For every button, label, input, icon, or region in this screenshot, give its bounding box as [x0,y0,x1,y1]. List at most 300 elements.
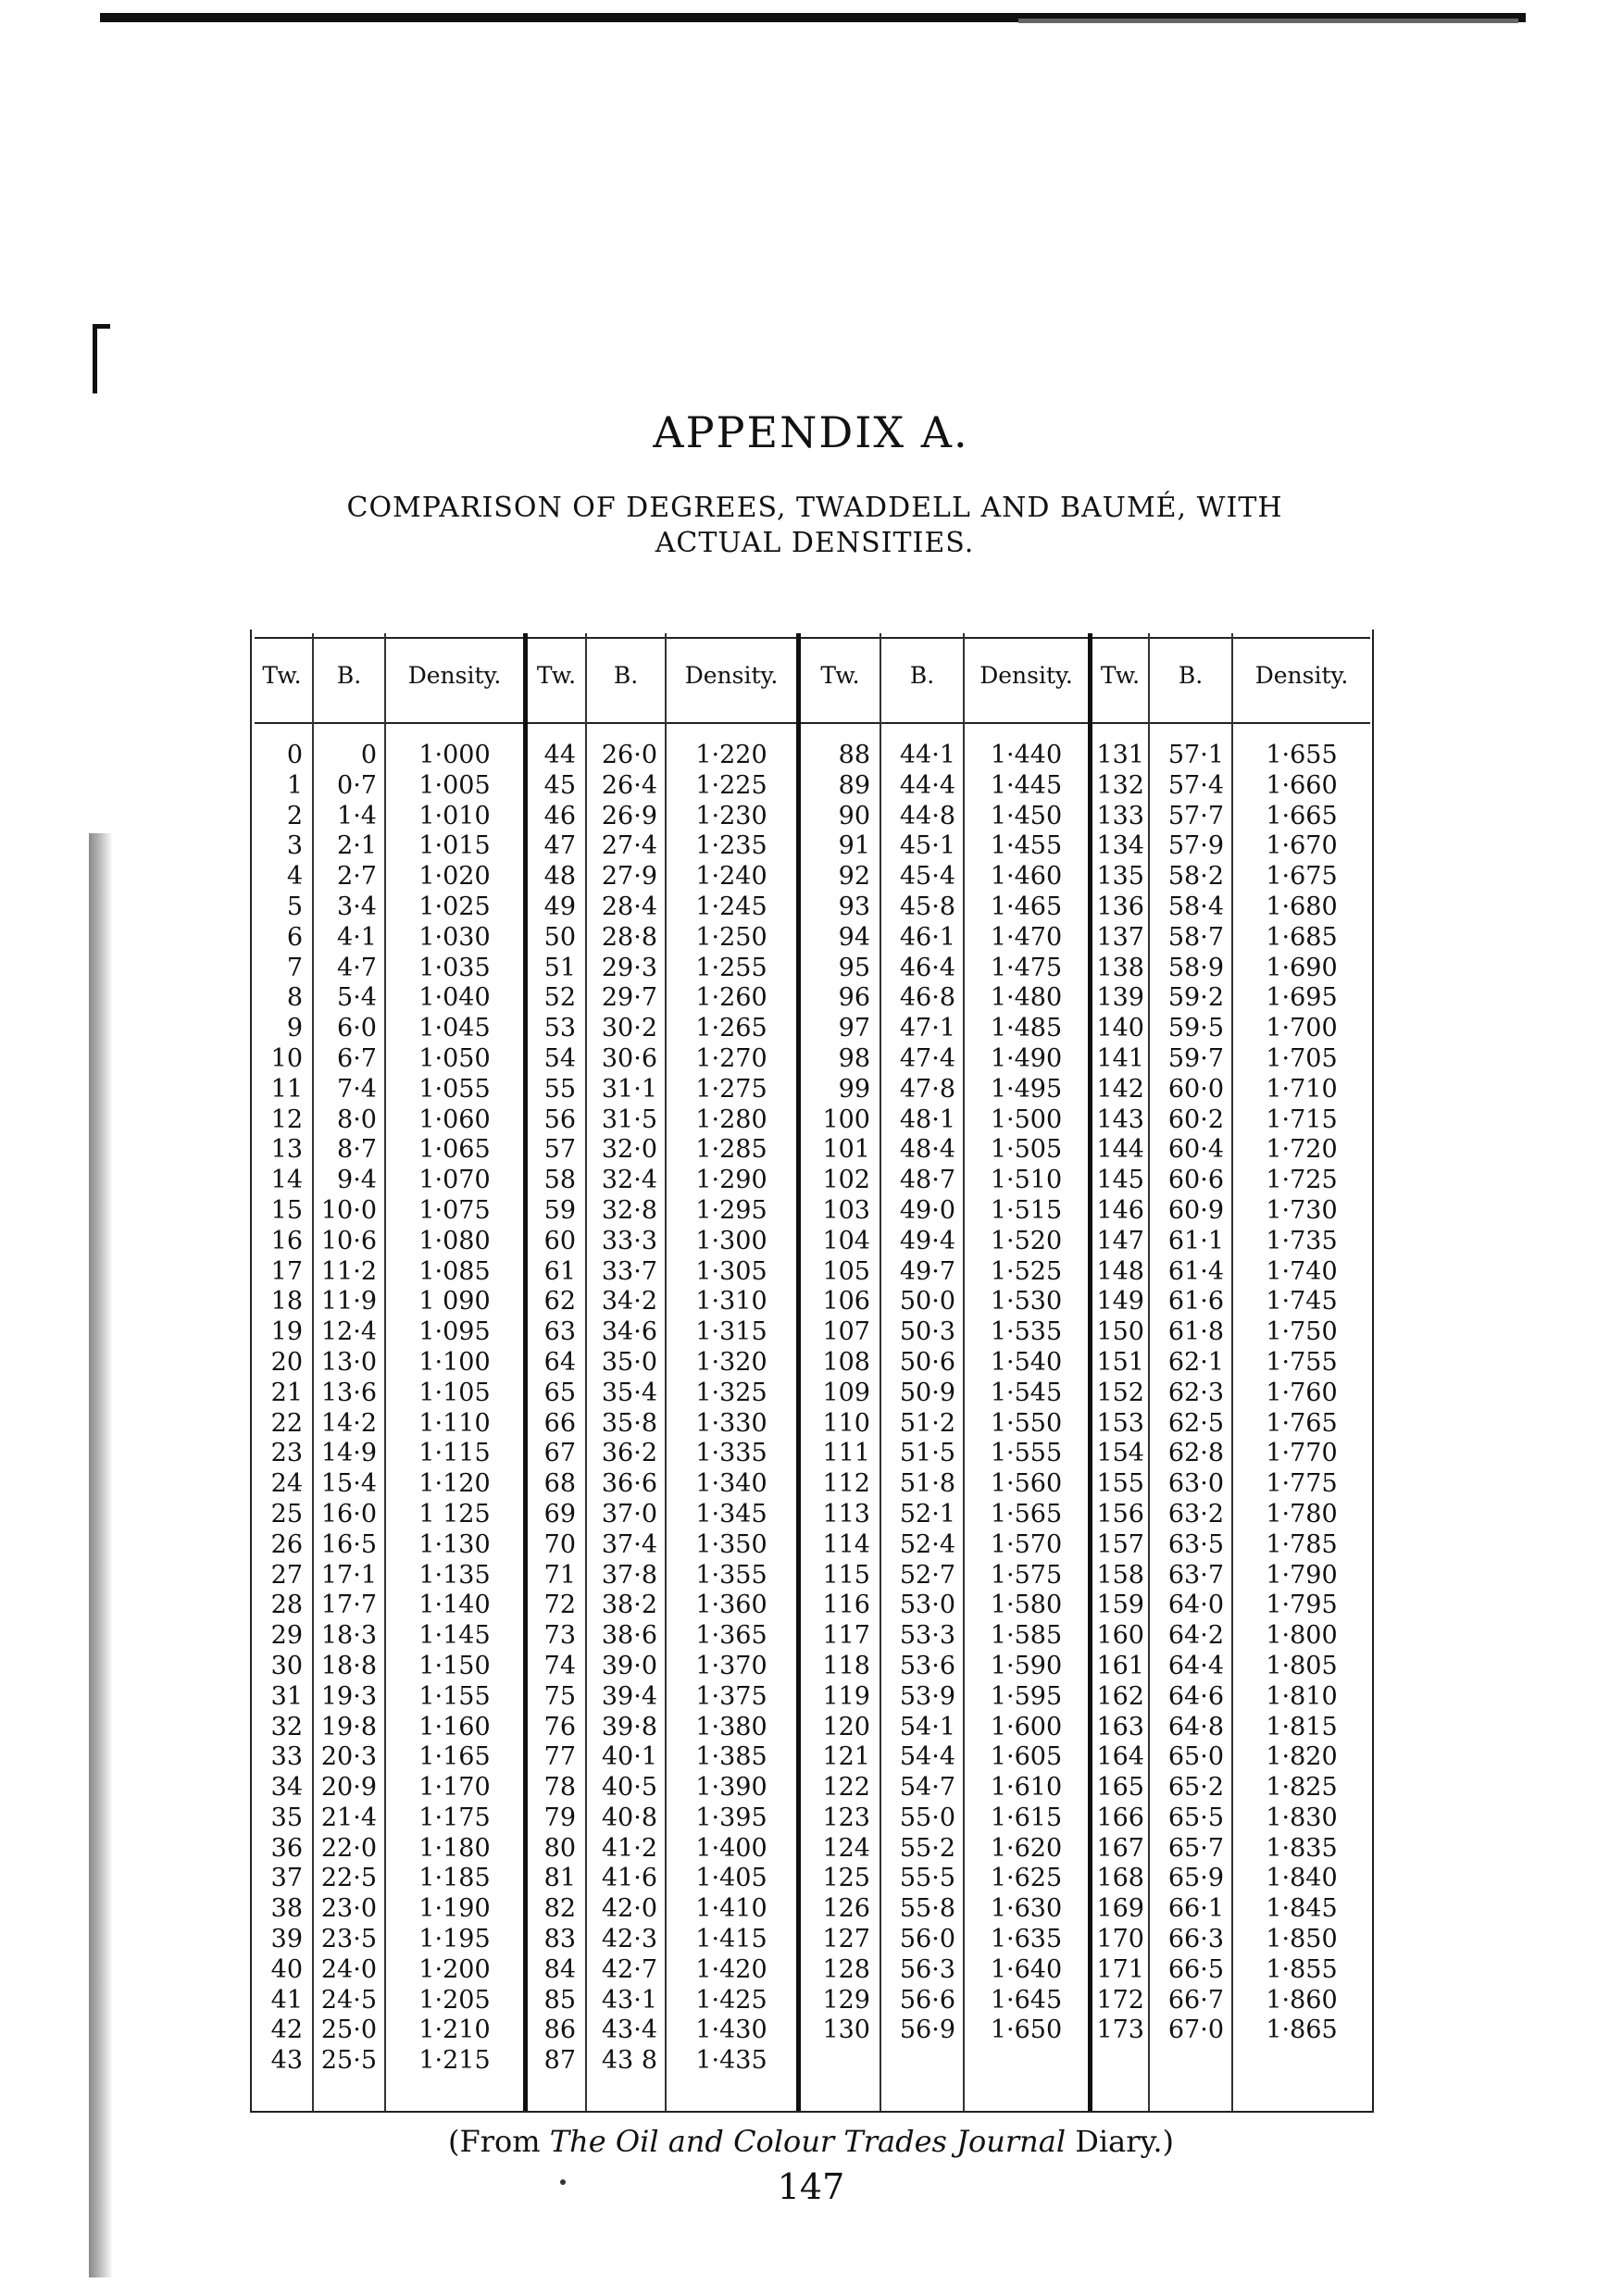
cell-b: 19·3 [320,1681,377,1711]
cell-b: 25·0 [320,2015,377,2045]
cell-b: 8·7 [337,1135,377,1165]
cell-b: 39·8 [601,1712,657,1741]
cell-b: 56·6 [899,1985,955,2015]
cell-b: 60·9 [1167,1195,1224,1225]
cell-b: 54·1 [899,1712,955,1741]
column-b [881,741,955,2046]
cell-density: 1·220 [695,741,767,769]
cell-tw: 121 [822,1742,870,1772]
cell-b: 11·9 [320,1287,377,1316]
cell-density: 1·815 [1266,1712,1338,1741]
cell-tw: 128 [822,1954,870,1984]
cell-density: 1·535 [990,1317,1063,1347]
cell-b: 19·8 [320,1712,377,1741]
margin-mark [93,324,110,393]
cell-density: 1·205 [418,1985,491,2015]
cell-tw: 151 [1096,1347,1144,1377]
cell-tw: 107 [822,1317,870,1347]
cell-b: 58·9 [1167,953,1224,982]
cell-density: 1·035 [418,953,491,982]
cell-b: 51·2 [899,1408,955,1438]
cell-tw: 36 [270,1833,303,1863]
cell-b: 35·0 [601,1347,657,1377]
cell-b: 46·1 [899,922,955,952]
cell-density: 1·395 [695,1803,767,1832]
cell-density: 1·175 [418,1803,491,1832]
cell-density: 1·840 [1266,1864,1338,1893]
cell-tw: 127 [822,1925,870,1954]
cell-b: 52·7 [899,1560,955,1590]
cell-density: 1·225 [695,770,767,800]
cell-b: 33·3 [601,1226,657,1255]
cell-tw: 46 [543,801,576,830]
cell-tw: 28 [270,1591,303,1620]
cell-density: 1·585 [990,1621,1063,1651]
cell-tw: 165 [1096,1773,1144,1803]
cell-density: 1·855 [1266,1954,1338,1984]
cell-b: 55·5 [899,1864,955,1893]
cell-density: 1·180 [418,1833,491,1863]
cell-tw: 16 [270,1226,303,1255]
column-density [965,741,1088,2046]
cell-b: 5·4 [337,983,377,1013]
cell-density: 1·255 [695,953,767,982]
cell-b: 2·7 [337,862,377,892]
cell-b: 57·9 [1167,831,1224,861]
cell-tw: 113 [822,1499,870,1529]
cell-density: 1·235 [695,831,767,861]
cell-tw: 167 [1096,1833,1144,1863]
cell-density: 1·560 [990,1469,1063,1499]
cell-b: 39·4 [601,1681,657,1711]
cell-tw: 131 [1096,741,1144,769]
cell-density: 1·045 [418,1014,491,1043]
cell-tw: 168 [1096,1864,1144,1893]
cell-density: 1·595 [990,1681,1063,1711]
cell-b: 38·6 [601,1621,657,1651]
cell-density: 1·670 [1266,831,1338,861]
cell-b: 48·1 [899,1104,955,1134]
cell-b: 52·1 [899,1499,955,1529]
cell-density: 1·320 [695,1347,767,1377]
cell-density: 1·665 [1266,801,1338,830]
column-density [667,741,796,2077]
cell-b: 24·5 [320,1985,377,2015]
page-number: 147 [777,2166,845,2207]
cell-tw: 173 [1096,2015,1144,2045]
cell-density: 1·260 [695,983,767,1013]
cell-b: 20·3 [320,1742,377,1772]
cell-tw: 0 [286,741,303,769]
cell-density: 1·725 [1266,1166,1338,1195]
cell-b: 59·2 [1167,983,1224,1013]
cell-density: 1·740 [1266,1256,1338,1286]
cell-density: 1·025 [418,892,491,921]
cell-tw: 63 [543,1317,576,1347]
cell-b: 35·8 [601,1408,657,1438]
cell-b: 15·4 [320,1469,377,1499]
cell-b: 66·7 [1167,1985,1224,2015]
cell-density: 1·380 [695,1712,767,1741]
cell-b: 48·7 [899,1166,955,1195]
source-suffix: Diary.) [1066,2124,1174,2159]
cell-b: 30·2 [601,1014,657,1043]
cell-b: 41·6 [601,1864,657,1893]
cell-tw: 51 [543,953,576,982]
cell-tw: 162 [1096,1681,1144,1711]
column-density [386,741,523,2077]
cell-tw: 111 [822,1439,870,1468]
cell-tw: 53 [543,1014,576,1043]
cell-b: 66·3 [1167,1925,1224,1954]
cell-density: 1·745 [1266,1287,1338,1316]
cell-tw: 1 [286,770,303,800]
cell-b: 63·7 [1167,1560,1224,1590]
cell-tw: 88 [838,741,870,769]
cell-density: 1·775 [1266,1469,1338,1499]
cell-tw: 159 [1096,1591,1144,1620]
cell-b: 26·4 [601,770,657,800]
cell-tw: 106 [822,1287,870,1316]
cell-b: 37·4 [601,1529,657,1559]
cell-tw: 59 [543,1195,576,1225]
cell-density: 1·105 [418,1378,491,1407]
cell-b: 23·0 [320,1894,377,1924]
cell-b: 7·4 [337,1074,377,1104]
cell-density: 1·265 [695,1014,767,1043]
cell-b: 60·0 [1167,1074,1224,1104]
cell-b: 34·2 [601,1287,657,1316]
cell-density: 1·240 [695,862,767,892]
cell-tw: 83 [543,1925,576,1954]
cell-b: 60·4 [1167,1135,1224,1165]
cell-b: 56·3 [899,1954,955,1984]
cell-tw: 70 [543,1529,576,1559]
cell-b: 43 8 [601,2046,657,2076]
cell-density: 1·450 [990,801,1063,830]
cell-tw: 57 [543,1135,576,1165]
cell-density: 1·850 [1266,1925,1338,1954]
cell-tw: 149 [1096,1287,1144,1316]
cell-b: 63·2 [1167,1499,1224,1529]
cell-density: 1·000 [418,741,491,769]
cell-b: 30·6 [601,1043,657,1073]
cell-b: 59·7 [1167,1043,1224,1073]
cell-density: 1·415 [695,1925,767,1954]
cell-density: 1·800 [1266,1621,1338,1651]
cell-density: 1·075 [418,1195,491,1225]
cell-density: 1·200 [418,1954,491,1984]
cell-b: 65·9 [1167,1864,1224,1893]
cell-tw: 34 [270,1773,303,1803]
cell-b: 46·4 [899,953,955,982]
cell-b: 65·5 [1167,1803,1224,1832]
cell-b: 1·4 [337,801,377,830]
cell-b: 4·7 [337,953,377,982]
cell-density: 1·635 [990,1925,1063,1954]
cell-b: 28·8 [601,922,657,952]
cell-tw: 97 [838,1014,870,1043]
cell-b: 38·2 [601,1591,657,1620]
cell-density: 1·440 [990,741,1063,769]
cell-density: 1·570 [990,1529,1063,1559]
cell-tw: 55 [543,1074,576,1104]
cell-b: 16·0 [320,1499,377,1529]
cell-density: 1·325 [695,1378,767,1407]
cell-tw: 133 [1096,801,1144,830]
cell-tw: 129 [822,1985,870,2015]
cell-tw: 137 [1096,922,1144,952]
cell-tw: 99 [838,1074,870,1104]
cell-tw: 27 [270,1560,303,1590]
cell-b: 64·6 [1167,1681,1224,1711]
cell-tw: 135 [1096,862,1144,892]
cell-b: 23·5 [320,1925,377,1954]
cell-density: 1·715 [1266,1104,1338,1134]
cell-tw: 142 [1096,1074,1144,1104]
cell-b: 8·0 [337,1104,377,1134]
cell-b: 58·7 [1167,922,1224,952]
cell-b: 55·2 [899,1833,955,1863]
cell-tw: 89 [838,770,870,800]
cell-b: 10·0 [320,1195,377,1225]
cell-tw: 92 [838,862,870,892]
cell-density: 1·095 [418,1317,491,1347]
cell-tw: 45 [543,770,576,800]
cell-b: 44·1 [899,741,955,769]
cell-tw: 35 [270,1803,303,1832]
cell-density: 1·795 [1266,1591,1338,1620]
cell-tw: 125 [822,1864,870,1893]
cell-b: 27·4 [601,831,657,861]
cell-b: 40·8 [601,1803,657,1832]
column-b [587,741,657,2077]
cell-density: 1·545 [990,1378,1063,1407]
cell-density: 1·245 [695,892,767,921]
cell-density: 1·085 [418,1256,491,1286]
cell-tw: 84 [543,1954,576,1984]
cell-b: 66·1 [1167,1894,1224,1924]
cell-density: 1·805 [1266,1651,1338,1680]
cell-b: 29·7 [601,983,657,1013]
cell-tw: 69 [543,1499,576,1529]
cell-tw: 152 [1096,1378,1144,1407]
cell-density: 1·190 [418,1894,491,1924]
cell-tw: 52 [543,983,576,1013]
cell-tw: 81 [543,1864,576,1893]
cell-density: 1·405 [695,1864,767,1893]
cell-b: 58·4 [1167,892,1224,921]
cell-tw: 109 [822,1378,870,1407]
column-b [314,741,377,2077]
cell-density: 1·705 [1266,1043,1338,1073]
header-tw: Tw. [262,662,302,689]
cell-b: 13·0 [320,1347,377,1377]
cell-tw: 6 [286,922,303,952]
cell-tw: 76 [543,1712,576,1741]
cell-tw: 147 [1096,1226,1144,1255]
cell-density: 1·060 [418,1104,491,1134]
cell-b: 27·9 [601,862,657,892]
cell-tw: 58 [543,1166,576,1195]
cell-tw: 108 [822,1347,870,1377]
cell-tw: 8 [286,983,303,1013]
cell-tw: 154 [1096,1439,1144,1468]
cell-density: 1·130 [418,1529,491,1559]
cell-tw: 160 [1096,1621,1144,1651]
cell-tw: 75 [543,1681,576,1711]
cell-b: 40·5 [601,1773,657,1803]
cell-b: 50·6 [899,1347,955,1377]
cell-b: 64·8 [1167,1712,1224,1741]
cell-b: 61·8 [1167,1317,1224,1347]
cell-density: 1·005 [418,770,491,800]
cell-b: 67·0 [1167,2015,1224,2045]
cell-density: 1·780 [1266,1499,1338,1529]
cell-b: 43·1 [601,1985,657,2015]
cell-tw: 132 [1096,770,1144,800]
scan-binding-edge [89,833,113,2277]
cell-density: 1·010 [418,801,491,830]
cell-tw: 62 [543,1287,576,1316]
cell-b: 32·0 [601,1135,657,1165]
cell-density: 1·250 [695,922,767,952]
cell-density: 1·030 [418,922,491,952]
cell-b: 65·7 [1167,1833,1224,1863]
cell-b: 47·8 [899,1074,955,1104]
cell-b: 37·0 [601,1499,657,1529]
cell-density: 1·650 [990,2015,1063,2045]
cell-density: 1·865 [1266,2015,1338,2045]
cell-density: 1·350 [695,1529,767,1559]
cell-b: 22·0 [320,1833,377,1863]
cell-tw: 139 [1096,983,1144,1013]
header-b: B. [1178,662,1204,689]
cell-b: 57·7 [1167,801,1224,830]
cell-tw: 37 [270,1864,303,1893]
cell-b: 4·1 [337,922,377,952]
cell-tw: 60 [543,1226,576,1255]
header-density: Density. [979,662,1073,689]
cell-density: 1·425 [695,1985,767,2015]
cell-density: 1·355 [695,1560,767,1590]
cell-density: 1·820 [1266,1742,1338,1772]
cell-density: 1·550 [990,1408,1063,1438]
cell-density: 1·810 [1266,1681,1338,1711]
cell-b: 12·4 [320,1317,377,1347]
cell-density: 1·430 [695,2015,767,2045]
cell-b: 28·4 [601,892,657,921]
cell-b: 47·4 [899,1043,955,1073]
cell-density: 1·135 [418,1560,491,1590]
header-b: B. [613,662,639,689]
cell-b: 53·0 [899,1591,955,1620]
cell-b: 51·5 [899,1439,955,1468]
cell-density: 1·230 [695,801,767,830]
cell-tw: 110 [822,1408,870,1438]
cell-b: 32·4 [601,1166,657,1195]
cell-b: 57·1 [1167,741,1224,769]
cell-b: 52·4 [899,1529,955,1559]
cell-density: 1·475 [990,953,1063,982]
cell-tw: 120 [822,1712,870,1741]
cell-tw: 118 [822,1651,870,1680]
cell-tw: 73 [543,1621,576,1651]
cell-tw: 101 [822,1135,870,1165]
cell-density: 1·620 [990,1833,1063,1863]
cell-tw: 15 [270,1195,303,1225]
table-top-rule [255,637,1370,639]
cell-b: 47·1 [899,1014,955,1043]
cell-tw: 124 [822,1833,870,1863]
cell-b: 54·4 [899,1742,955,1772]
cell-b: 63·5 [1167,1529,1224,1559]
cell-b: 29·3 [601,953,657,982]
cell-tw: 95 [838,953,870,982]
cell-tw: 5 [286,892,303,921]
cell-b: 14·9 [320,1439,377,1468]
cell-density: 1·285 [695,1135,767,1165]
cell-b: 65·2 [1167,1773,1224,1803]
cell-density: 1·145 [418,1621,491,1651]
cell-tw: 115 [822,1560,870,1590]
cell-density: 1·315 [695,1317,767,1347]
cell-tw: 13 [270,1135,303,1165]
cell-b: 56·9 [899,2015,955,2045]
cell-density: 1·465 [990,892,1063,921]
cell-density: 1·150 [418,1651,491,1680]
cell-b: 18·8 [320,1651,377,1680]
cell-b: 64·0 [1167,1591,1224,1620]
cell-b: 49·7 [899,1256,955,1286]
cell-density: 1·580 [990,1591,1063,1620]
cell-tw: 23 [270,1439,303,1468]
cell-tw: 172 [1096,1985,1144,2015]
cell-tw: 130 [822,2015,870,2045]
cell-tw: 85 [543,1985,576,2015]
cell-b: 42·3 [601,1925,657,1954]
cell-b: 54·7 [899,1773,955,1803]
cell-b: 39·0 [601,1651,657,1680]
cell-tw: 40 [270,1954,303,1984]
cell-density: 1·760 [1266,1378,1338,1407]
cell-density: 1·280 [695,1104,767,1134]
cell-density: 1 125 [418,1499,491,1529]
cell-density: 1·710 [1266,1074,1338,1104]
cell-tw: 43 [270,2046,303,2076]
cell-tw: 64 [543,1347,576,1377]
cell-density: 1·410 [695,1894,767,1924]
cell-tw: 65 [543,1378,576,1407]
cell-b: 50·0 [899,1287,955,1316]
cell-tw: 103 [822,1195,870,1225]
cell-density: 1·600 [990,1712,1063,1741]
cell-b: 55·0 [899,1803,955,1832]
caption-line-1: COMPARISON OF DEGREES, TWADDELL AND BAUMÉ, WITH [346,492,1283,524]
cell-density: 1·065 [418,1135,491,1165]
cell-density: 1·505 [990,1135,1063,1165]
cell-density: 1·155 [418,1681,491,1711]
cell-tw: 20 [270,1347,303,1377]
cell-tw: 136 [1096,892,1144,921]
cell-tw: 158 [1096,1560,1144,1590]
cell-density: 1·540 [990,1347,1063,1377]
cell-b: 37·8 [601,1560,657,1590]
cell-density: 1·555 [990,1439,1063,1468]
cell-tw: 41 [270,1985,303,2015]
cell-b: 64·2 [1167,1621,1224,1651]
cell-b: 36·2 [601,1439,657,1468]
